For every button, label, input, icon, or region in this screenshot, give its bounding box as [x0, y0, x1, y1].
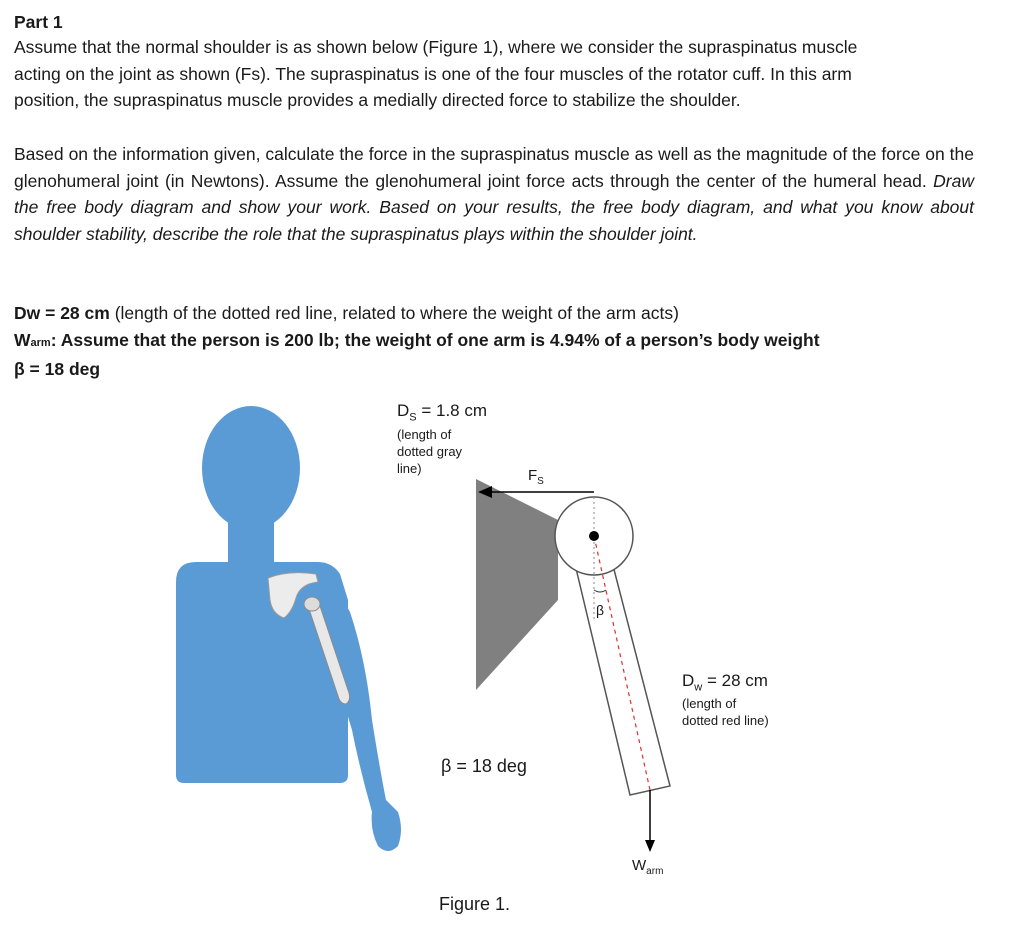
- dw-note-2: dotted red line): [682, 713, 769, 728]
- dw-spec-bold: Dw = 28 cm: [14, 303, 110, 323]
- ds-note-2: dotted gray: [397, 444, 463, 459]
- head: [202, 406, 300, 530]
- ds-note-3: line): [397, 461, 422, 476]
- dw-note: [682, 695, 769, 729]
- joint-center-dot: [589, 531, 599, 541]
- task-italic-text: Draw the free body diagram and show your work. Based on your results, the free body diagram, and what you know about shoulder stability, describe the role that the supraspinatus plays within the shoulder joint.: [14, 170, 974, 244]
- fs-label: $F_S$: [528, 467, 544, 487]
- beta-angle-label: β: [596, 602, 605, 618]
- humerus-segment: [574, 554, 670, 795]
- warm-arrowhead: [645, 840, 655, 852]
- dw-note-1: (length of: [682, 696, 737, 711]
- intro-line-3: position, the supraspinatus muscle provides a medially directed force to stabilize the shoulder.: [14, 90, 741, 110]
- warm-spec-sub: arm: [30, 336, 51, 349]
- ds-note-1: (length of: [397, 427, 452, 442]
- beta-spec-bold: β = 18 deg: [14, 359, 101, 379]
- warm-spec-text: : Assume that the person is 200 lb; the weight of one arm is 4.94% of a person’s body weight: [50, 329, 820, 350]
- ds-label: $D_S = 1.8$ cm: [397, 401, 488, 424]
- dw-spec-text: (length of the dotted red line, related to where the weight of the arm acts): [109, 303, 679, 323]
- neck: [228, 520, 274, 562]
- beta-value-label: β = 18 deg: [441, 756, 527, 776]
- scapula-triangle: [476, 479, 558, 690]
- intro-line-1: Assume that the normal shoulder is as shown below (Figure 1), where we consider the supraspinatus muscle: [14, 37, 858, 57]
- figure-caption: Figure 1.: [439, 894, 511, 914]
- warm-spec-w: W: [14, 329, 31, 350]
- dw-label: $D_w = 28$ cm: [682, 671, 768, 694]
- warm-label: $W_{arm}$: [632, 857, 664, 877]
- section-title: Part 1: [14, 12, 63, 32]
- body-silhouette: [176, 406, 401, 851]
- intro-line-2: acting on the joint as shown (Fs). The supraspinatus is one of the four muscles of the rotator cuff. In this arm: [14, 63, 852, 84]
- ds-note: [397, 426, 462, 477]
- task-text: Based on the information given, calculate the force in the supraspinatus muscle as well as the magnitude of the force on the glenohumeral joint (in Newtons). Assume the glenohumeral joint force acts through the center of the humeral head.: [14, 144, 974, 191]
